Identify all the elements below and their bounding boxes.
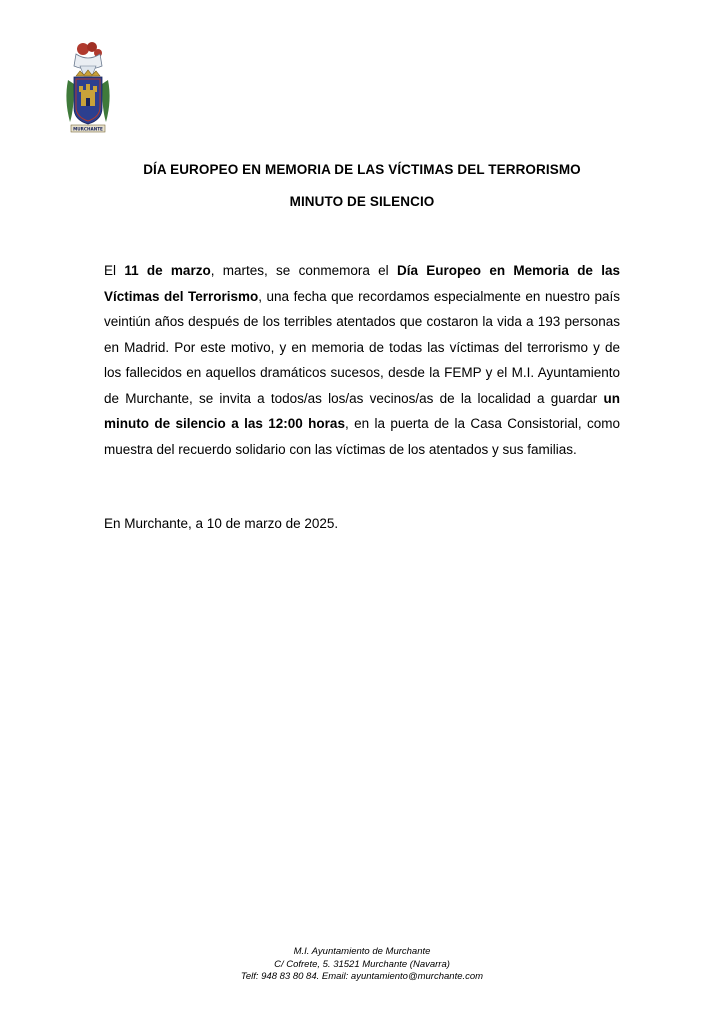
- footer-contact: Telf: 948 83 80 84. Email: ayuntamiento@murchante.com: [240, 971, 484, 982]
- closing-date-line: En Murchante, a 10 de marzo de 2025.: [104, 516, 339, 531]
- event-name: Día Europeo en Memoria de las Víctimas del Terrorismo: [104, 263, 621, 304]
- page-title: DÍA EUROPEO EN MEMORIA DE LAS VÍCTIMAS DEL TERRORISMO: [143, 162, 581, 177]
- event-date: 11 de marzo: [124, 263, 211, 278]
- body-text: , en la puerta de la Casa Consistorial, como muestra del recuerdo solidario con las víctimas de los atentados y sus familias.: [104, 416, 620, 457]
- minute-of-silence: un minuto de silencio a las 12:00 horas: [104, 390, 620, 431]
- municipal-crest-icon: [62, 40, 114, 134]
- body-text: El: [104, 263, 125, 278]
- footer: [0, 946, 724, 984]
- body-paragraph: [104, 258, 620, 462]
- crest-caption: MURCHANTE: [73, 126, 103, 132]
- body-text: , martes, se conmemora el: [210, 263, 397, 278]
- footer-address: C/ Cofrete, 5. 31521 Murchante (Navarra): [274, 958, 450, 970]
- body-text: , una fecha que recordamos especialmente en nuestro país veintiún años después de los terribles atentados que costaron la vida a 193 personas en Madrid. Por este motivo, y en memoria de todas las víctimas del terrorismo y de los fallecidos en aquellos dramáticos sucesos, desde la FEMP y el M.I. Ayuntamiento de Murchante, se invita a todos/as los/as vecinos/as de la localidad a guardar: [104, 288, 620, 406]
- footer-org-name: M.I. Ayuntamiento de Murchante: [293, 946, 431, 957]
- page-subtitle: MINUTO DE SILENCIO: [289, 194, 435, 209]
